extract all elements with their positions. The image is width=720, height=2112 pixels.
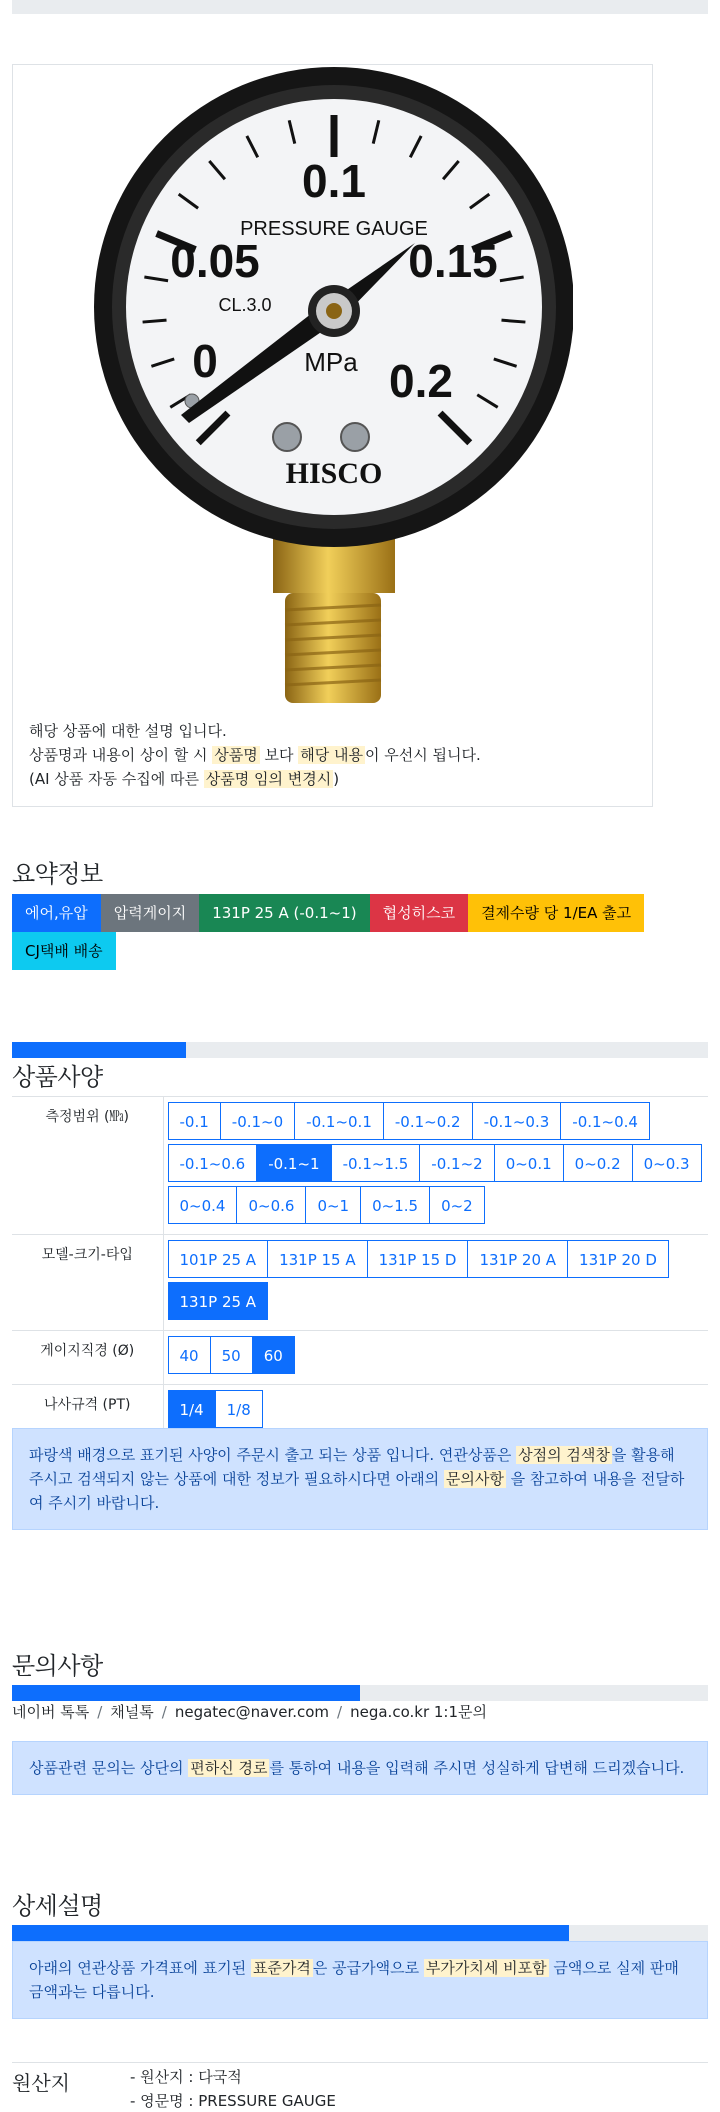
screw-right	[341, 423, 369, 451]
gauge-unit: MPa	[304, 347, 358, 377]
dial-label-0-2: 0.2	[389, 355, 453, 407]
link-site-inquiry[interactable]: nega.co.kr 1:1문의	[350, 1703, 487, 1721]
spec-option[interactable]: 0~1	[305, 1186, 361, 1224]
summary-heading: 요약정보	[12, 860, 103, 888]
badge-manufacturer: 협성히스코	[370, 894, 468, 932]
origin-key: 원산지	[12, 2071, 70, 2095]
spec-progress	[12, 1042, 708, 1058]
link-naver-talk[interactable]: 네이버 톡톡	[12, 1703, 90, 1721]
dial-label-0-15: 0.15	[408, 235, 498, 287]
spec-options-range	[168, 1100, 705, 1228]
gauge-class: CL.3.0	[218, 295, 272, 315]
spec-row-model	[12, 1235, 708, 1331]
spec-option[interactable]: 0~0.6	[236, 1186, 306, 1224]
spec-option[interactable]: -0.1~0	[220, 1102, 295, 1140]
spec-option[interactable]: -0.1~2	[419, 1144, 494, 1182]
dial-tick	[501, 320, 525, 322]
detail-heading: 상세설명	[12, 1892, 103, 1920]
highlight-name-change: 상품명 임의 변경시	[205, 770, 332, 788]
spec-option[interactable]: 0~1.5	[360, 1186, 430, 1224]
spec-option[interactable]: 1/8	[215, 1390, 263, 1428]
inquiry-heading: 문의사항	[12, 1652, 103, 1680]
badge-subcategory: 압력게이지	[101, 894, 199, 932]
summary-badges	[12, 894, 708, 970]
spec-option[interactable]: -0.1~0.2	[383, 1102, 473, 1140]
spec-option[interactable]: 60	[252, 1336, 295, 1374]
origin-english-name: - 영문명 : PRESSURE GAUGE	[130, 2092, 336, 2110]
gauge-brand-logo: HISCO	[285, 457, 383, 490]
top-divider	[12, 0, 708, 14]
origin-section	[12, 2062, 708, 2110]
spec-options-thread	[168, 1388, 705, 1432]
description-line-2: 상품명과 내용이 상이 할 시 상품명 보다 해당 내용 이 우선시 됩니다.	[29, 746, 481, 764]
spec-key-diameter: 게이지직경 (Ø)	[12, 1331, 163, 1385]
spec-option[interactable]: 0~0.1	[494, 1144, 564, 1182]
spec-option[interactable]: -0.1~1.5	[331, 1144, 421, 1182]
spec-notice: 파랑색 배경으로 표기된 사양이 주문시 출고 되는 상품 입니다. 연관상품은 상점의 검색창 을 활용해 주시고 검색되지 않는 상품에 대한 정보가 필요하시다면 아래의 문의사항 을 참고하여 내용을 전달하여 주시기 바랍니다.	[12, 1428, 708, 1530]
dial-label-0: 0	[192, 335, 218, 387]
badge-delivery: CJ택배 배송	[12, 932, 116, 970]
spec-options-model	[168, 1238, 705, 1324]
description-line-3: (AI 상품 자동 수집에 따른 상품명 임의 변경시 )	[29, 770, 340, 788]
spec-option[interactable]: 40	[168, 1336, 211, 1374]
dial-label-0-05: 0.05	[170, 235, 260, 287]
detail-progress-bar	[12, 1925, 569, 1941]
badge-model: 131P 25 A (-0.1~1)	[199, 894, 369, 932]
spec-heading: 상품사양	[12, 1063, 103, 1091]
spec-option[interactable]: 131P 15 A	[267, 1240, 368, 1278]
product-image-card	[12, 64, 653, 807]
spec-key-thread: 나사규격 (PT)	[12, 1385, 163, 1439]
spec-progress-bar	[12, 1042, 186, 1058]
spec-option[interactable]: -0.1~0.1	[294, 1102, 384, 1140]
spec-key-range: 측정범위 (㎫)	[12, 1097, 163, 1235]
highlight-content: 해당 내용	[300, 746, 363, 764]
screw-left	[273, 423, 301, 451]
spec-option[interactable]: 0~2	[429, 1186, 485, 1224]
badge-shipping-qty: 결제수량 당 1/EA 출고	[468, 894, 644, 932]
spec-option[interactable]: 0~0.2	[563, 1144, 633, 1182]
detail-progress	[12, 1925, 708, 1941]
pressure-gauge-image	[93, 65, 573, 705]
highlight-standard-price: 표준가격	[252, 1959, 311, 1977]
spec-row-diameter	[12, 1331, 708, 1385]
spec-option[interactable]: 0~0.3	[632, 1144, 702, 1182]
detail-notice: 아래의 연관상품 가격표에 표기된 표준가격 은 공급가액으로 부가가치세 비포함 금액으로 실제 판매금액과는 다릅니다.	[12, 1941, 708, 2019]
spec-option[interactable]: 131P 25 A	[168, 1282, 269, 1320]
inquiry-notice: 상품관련 문의는 상단의 편하신 경로 를 통하여 내용을 입력해 주시면 성실하게 답변해 드리겠습니다.	[12, 1741, 708, 1795]
highlight-vat-excluded: 부가가치세 비포함	[425, 1959, 547, 1977]
spec-option[interactable]: -0.1	[168, 1102, 221, 1140]
spec-option[interactable]: -0.1~0.3	[472, 1102, 562, 1140]
inquiry-progress	[12, 1685, 708, 1701]
spec-option[interactable]: -0.1~0.4	[560, 1102, 650, 1140]
spec-option[interactable]: -0.1~1	[256, 1144, 331, 1182]
highlight-inquiry: 문의사항	[445, 1470, 504, 1488]
link-email[interactable]: negatec@naver.com	[174, 1703, 330, 1721]
description-line-1: 해당 상품에 대한 설명 입니다.	[29, 722, 227, 740]
highlight-preferred-route: 편하신 경로	[190, 1759, 268, 1777]
highlight-product-name: 상품명	[214, 746, 258, 764]
spec-key-model: 모델-크기-타입	[12, 1235, 163, 1331]
spec-option[interactable]: -0.1~0.6	[168, 1144, 258, 1182]
spec-option[interactable]: 131P 15 D	[367, 1240, 469, 1278]
highlight-search-box: 상점의 검색창	[518, 1446, 610, 1464]
origin-country: - 원산지 : 다국적	[130, 2068, 242, 2086]
spec-option[interactable]: 131P 20 A	[467, 1240, 568, 1278]
spec-row-range	[12, 1097, 708, 1235]
dial-label-0-1: 0.1	[302, 155, 366, 207]
inquiry-progress-bar	[12, 1685, 360, 1701]
spec-options-diameter	[168, 1334, 705, 1378]
spec-option[interactable]: 1/4	[168, 1390, 216, 1428]
origin-values	[130, 2065, 336, 2112]
link-channel-talk[interactable]: 채널톡	[110, 1703, 154, 1721]
spec-option[interactable]: 101P 25 A	[168, 1240, 269, 1278]
spec-table	[12, 1096, 708, 1438]
dial-tick	[143, 320, 167, 322]
product-description	[29, 719, 481, 791]
spec-option[interactable]: 50	[210, 1336, 253, 1374]
contact-links: 네이버 톡톡 / 채널톡 / negatec@naver.com / nega.co.kr 1:1문의	[12, 1703, 487, 1721]
badge-category: 에어,유압	[12, 894, 101, 932]
spec-option[interactable]: 131P 20 D	[567, 1240, 669, 1278]
spec-option[interactable]: 0~0.4	[168, 1186, 238, 1224]
gauge-title: PRESSURE GAUGE	[240, 218, 428, 240]
